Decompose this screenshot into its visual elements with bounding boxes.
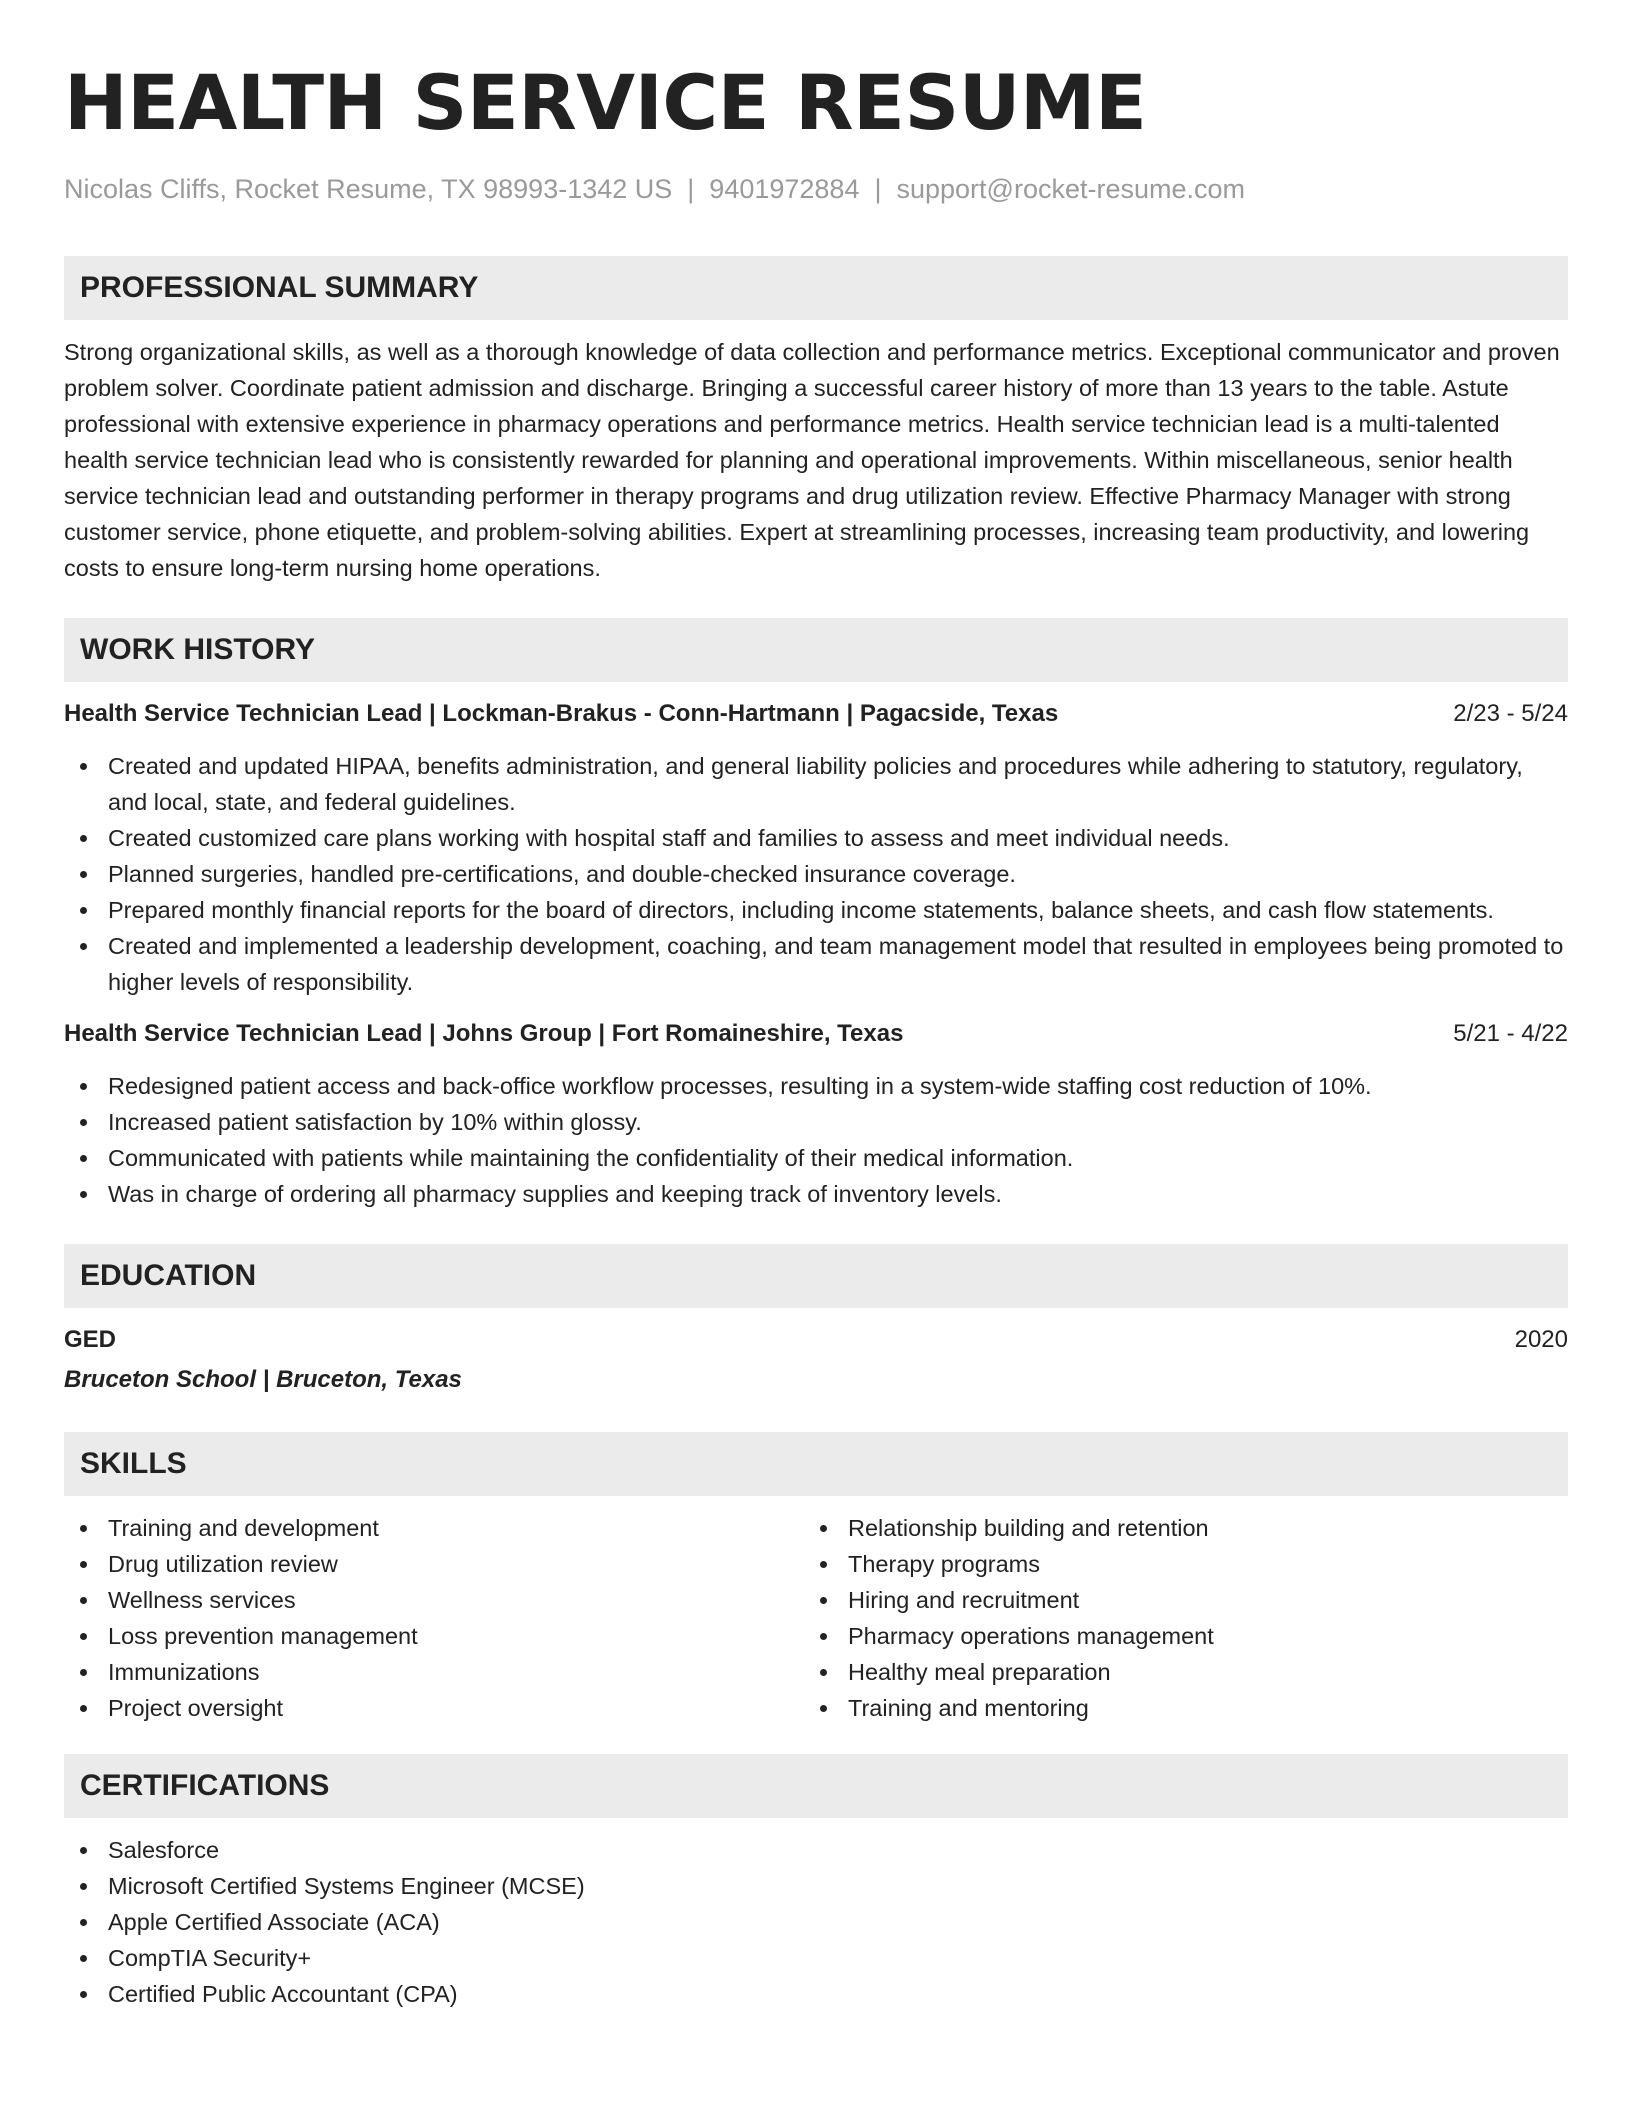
contact-phone: 9401972884 [709, 174, 860, 204]
skill-item: Relationship building and retention [804, 1510, 1544, 1546]
education-heading: EDUCATION [64, 1244, 1568, 1308]
job-bullet: Created and implemented a leadership development, coaching, and team management model that resulted in employees being promoted to higher levels of responsibility. [64, 928, 1568, 1000]
skill-item: Drug utilization review [64, 1546, 804, 1582]
job-title: Health Service Technician Lead | Lockman-Brakus - Conn-Hartmann | Pagacside, Texas [64, 700, 1059, 727]
contact-separator: | [687, 174, 695, 204]
education-degree: GED [64, 1326, 117, 1353]
job-dates: 5/21 - 4/22 [1453, 1020, 1568, 1047]
resume-title: HEALTH SERVICE RESUME [64, 58, 1147, 147]
skill-item: Therapy programs [804, 1546, 1544, 1582]
skill-item: Immunizations [64, 1654, 804, 1690]
certification-item: Microsoft Certified Systems Engineer (MCSE) [64, 1868, 1568, 1904]
job-bullet: Created customized care plans working with hospital staff and families to assess and meet individual needs. [64, 820, 1568, 856]
job-entry [64, 1016, 1568, 1212]
certifications-heading: CERTIFICATIONS [64, 1754, 1568, 1818]
job-bullets [64, 1068, 1568, 1212]
skill-item: Training and development [64, 1510, 804, 1546]
education-year: 2020 [1514, 1326, 1568, 1353]
job-bullet: Communicated with patients while maintaining the confidentiality of their medical information. [64, 1140, 1568, 1176]
job-header [64, 696, 1568, 732]
job-bullet: Planned surgeries, handled pre-certifications, and double-checked insurance coverage. [64, 856, 1568, 892]
job-title: Health Service Technician Lead | Johns Group | Fort Romaineshire, Texas [64, 1020, 904, 1047]
skill-item: Project oversight [64, 1690, 804, 1726]
certification-item: Apple Certified Associate (ACA) [64, 1904, 1568, 1940]
certifications-list [64, 1832, 1568, 2012]
skill-item: Hiring and recruitment [804, 1582, 1544, 1618]
education-header [64, 1322, 1568, 1358]
education-school: Bruceton School | Bruceton, Texas [64, 1366, 462, 1393]
certification-item: Certified Public Accountant (CPA) [64, 1976, 1568, 2012]
summary-text: Strong organizational skills, as well as a thorough knowledge of data collection and performance metrics. Exceptional communicator and proven problem solver. Coordinate patient admission and discharge. Bringing a successful career history of more than 13 years to the table. Astute professional with extensive experience in pharmacy operations and performance metrics. Health service technician lead is a multi-talented health service technician lead who is consistently rewarded for planning and operational improvements. Within miscellaneous, senior health service technician lead and outstanding performer in therapy programs and drug utilization review. Effective Pharmacy Manager with strong customer service, phone etiquette, and problem-solving abilities. Expert at streamlining processes, increasing team productivity, and lowering costs to ensure long-term nursing home operations. [64, 339, 1560, 581]
education-section [64, 1244, 1568, 1398]
skills-heading: SKILLS [64, 1432, 1568, 1496]
job-header [64, 1016, 1568, 1052]
work-history-section [64, 618, 1568, 1212]
job-entry [64, 696, 1568, 1000]
job-bullets [64, 748, 1568, 1000]
skill-item: Wellness services [64, 1582, 804, 1618]
summary-section [64, 256, 1568, 586]
skills-section [64, 1432, 1568, 1726]
work-history-heading: WORK HISTORY [64, 618, 1568, 682]
job-bullet: Prepared monthly financial reports for the board of directors, including income statements, balance sheets, and cash flow statements. [64, 892, 1568, 928]
contact-line [64, 172, 1568, 206]
certifications-section [64, 1754, 1568, 2012]
job-bullet: Was in charge of ordering all pharmacy supplies and keeping track of inventory levels. [64, 1176, 1568, 1212]
contact-email: support@rocket-resume.com [896, 174, 1246, 204]
contact-separator: | [874, 174, 882, 204]
skills-list-right [804, 1510, 1544, 1726]
job-bullet: Redesigned patient access and back-office workflow processes, resulting in a system-wide staffing cost reduction of 10%. [64, 1068, 1568, 1104]
summary-heading: PROFESSIONAL SUMMARY [64, 256, 1568, 320]
skill-item: Training and mentoring [804, 1690, 1544, 1726]
skill-item: Healthy meal preparation [804, 1654, 1544, 1690]
skills-columns [64, 1510, 1568, 1726]
job-dates: 2/23 - 5/24 [1453, 700, 1568, 727]
contact-address: Nicolas Cliffs, Rocket Resume, TX 98993-1342 US [64, 174, 673, 204]
job-bullet: Created and updated HIPAA, benefits administration, and general liability policies and procedures while adhering to statutory, regulatory, and local, state, and federal guidelines. [64, 748, 1568, 820]
skill-item: Loss prevention management [64, 1618, 804, 1654]
certification-item: Salesforce [64, 1832, 1568, 1868]
skills-list-left [64, 1510, 804, 1726]
skill-item: Pharmacy operations management [804, 1618, 1544, 1654]
job-bullet: Increased patient satisfaction by 10% within glossy. [64, 1104, 1568, 1140]
certification-item: CompTIA Security+ [64, 1940, 1568, 1976]
